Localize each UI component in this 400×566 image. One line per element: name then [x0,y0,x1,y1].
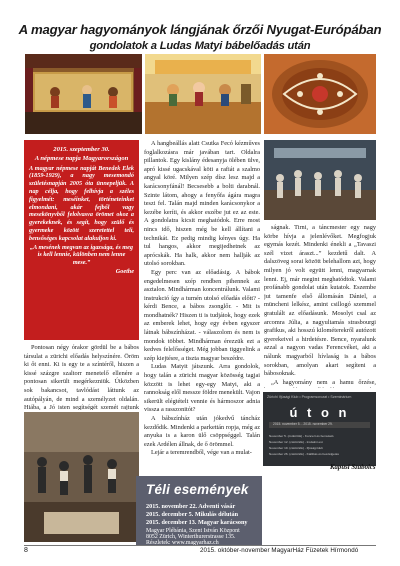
poster-title: ú t o n [289,405,350,420]
quote-box-heading-1: 2015. szeptember 30. [53,146,110,153]
events-box [136,476,262,546]
poster-line: November 12. (csütörtök) - Irodalmi est [269,440,323,444]
quote-box-heading-2: A népmese napja Magyarországon [34,155,129,163]
event-item: 2015. december 5. Mikulás délután [146,511,239,518]
events-address-line: 8052 Zürich, Winterthurerstrasse 135. [146,534,236,540]
photo-circle-dance [264,140,376,220]
event-item: 2015. december 13. Magyar karácsony [146,519,248,526]
events-address-line: Részletek: www.magyarhaz.ch [146,540,219,546]
photo-gingerbread [264,54,376,134]
poster-subtitle: 2015. november 5. - 2015. november 29. [273,422,333,426]
paragraph: Ludas Matyit játszunk. Arra gondolok, hogy talán a zürichi magyar közösség tagjai közzött is lehet egy-egy Matyi, aki a rannokság elől messze földre menekült. Vajon sikerült elégtételt vennie és hármoszor adnia vissza a rasszonitót? [144,363,260,414]
photo-stage [25,54,142,134]
paragraph: Pontosan négy órakor gördül be a bábos társulat a zürichi előadás helyszínére. Öröm ki őt enni. Ki is egy te a színtéről, hiszen a kissé százgre szaltorr menetelő ellenére a pontosan sikerült megérkezniük. Útközben sok bakancsot, tavlódást láttunk az autópályán, de mind a személyzet oldalán. Hiába, a Jó isten segítségét szemét rajtunk [24,344,139,410]
events-title: Téli események [146,482,249,497]
page-title: A magyar hagyományok lángjának őrzői Nyugat-Európában [18,22,382,37]
paragraph: Egy perc van az előadásig. A bábok engedelmesen szép rendben pihennek az asztalon. Mindhárman koncentrálunk. Valami instrukció így a turnén utolsó előadás előtt? - kérdi Bence, a bábos zsonglőr. - Mit is mondhatnék? Hiszen ti is tudjátok, hogy ezek az emberek lehet, hogy egy évben egyszer látnak bábszínházat. - válaszolom és nem is mondok többet. Mindhárman érezzük ezt a kedves felelősséget. Még jobban tiggyelink a szép kiejtésre, a tiszta magyar beszédre. [144,268,260,362]
poster-line: November 26. (csütörtök) - Kiállítás és beszélgetés [269,452,339,456]
quote-box-quote: „A mesének megvan az igazsága, és meg is kell lennie, különben nem lenne mese.” [30,243,133,267]
paragraph: „A hagyomány nem a hamu őrzése, [271,378,376,386]
paragraph: A hangbeállás alatt Csutka Fecó kézműves foglalkozásra már javában tart. Oldalra pillantok. Egy kislány édesanyja ölében ülve, apró kissé ugacskával köti a rafiát a szalmo angyal köré. Milyen szép dísz lesz majd a karácsonyfánál! Becsesebb a bolti darabnál. Szinte látom, ahogy a fenyőfa ágára magra teszi fel. Talán majd minden karácsonykor a kezébe keríti, és akkor eszébe jut ez az este. A gondolatra kicsit meghatódok. Erre most nincs idő, hiszen még be kell állítani a technikát. Ez pedig mindig kényes úgy. Ha tul hangos, akkor megijedhetnek az aprócskák. Ha halk, akkor nem hallják az utolsó sorokban. [144,140,260,268]
author-signature: Kapusi Szabolcs [330,464,376,471]
poster-top-text: Zürichi Ifjúsági Klub • Programsorozat • Szeminárium [267,395,352,399]
page-number: 8 [24,547,28,554]
paragraph: ságnak. Tirni, a táncmester egy nagy körbe hívja a jelenlévőket. Megfogjuk egymás kezét. Mindenki énekli a „Tavaszi szél vizet áraszt...” kezdetű dalt. A dalszöveg sorai között belehallom azt, hogy milyen jó volt együtt lenni, magyarnak lenni. Ej, már megint meghatódtok. Valami profánabb gondolat után kutatok. Eszembe jut tamenfe első állomásán Dániel, a müncheni lelkész, amint csillogó szemmel gratulált az előadásunk. Mosolyt csal az arcomra Júlia, a nagyultamás strasbourgi grafikus, aki hosszú kilométerekről autózott gyerekeivel a hirdetésre. Bence, nyaralunk azzal a nagyon vadas Ferencvéket, aki a nálunk magyarból hívlaság is a bábos sorokban, amolyan akart segíteni a bábosoknak. [264,224,376,378]
events-address-line: Magyar Plébánia, Szent István Központ [146,528,240,534]
paragraph: Lejár a teremrendből, vége van a mulat- [151,449,252,457]
photo-dance [24,412,139,542]
poster-line: November 19. (csütörtök) - Ifjúsági klub [269,446,323,450]
poster-uton [263,392,376,466]
paragraph: A bábszínház után jókedvű táncház kezdődik. Mindenki a parkettán ropja, még az anyuka is a karon ülő csöppséggel. Talán ezek Ardélen állnak, de ő örömmel. [144,415,260,448]
quote-box [24,140,139,340]
photo-puppets [145,54,261,134]
page-subtitle: gondolatok a Ludas Matyi bábelőadás után [89,40,311,52]
article-col1 [24,344,139,410]
article-col2 [144,140,260,472]
article-col3 [264,224,376,388]
footer-rule [24,545,376,546]
poster-line: November 5. (csütörtök) - Koncert és bemutató [269,434,334,438]
quote-box-signature: Goethe [115,267,134,275]
footer-text: 2015. október-november MagyarHáz Füzetek Hírmondó [200,547,359,554]
quote-box-text: A magyar népmese napját Benedek Elek (1859-1929), a nagy mesemondó születésnapján 2005 óta ünnepeljük. A nap célja, hogy felhívja a széles figyelmét: meséinket, történeteinket elmondani, akár fejből vagy mesekönyvből felolvasva örömet okoz a gyerekeknek, és segít, hogy szülő és gyermeke között szeretettel teli, bensőséges kapcsolat alakuljon ki. [29,164,134,242]
event-item: 2015. november 22. Adventi vásár [146,503,236,510]
